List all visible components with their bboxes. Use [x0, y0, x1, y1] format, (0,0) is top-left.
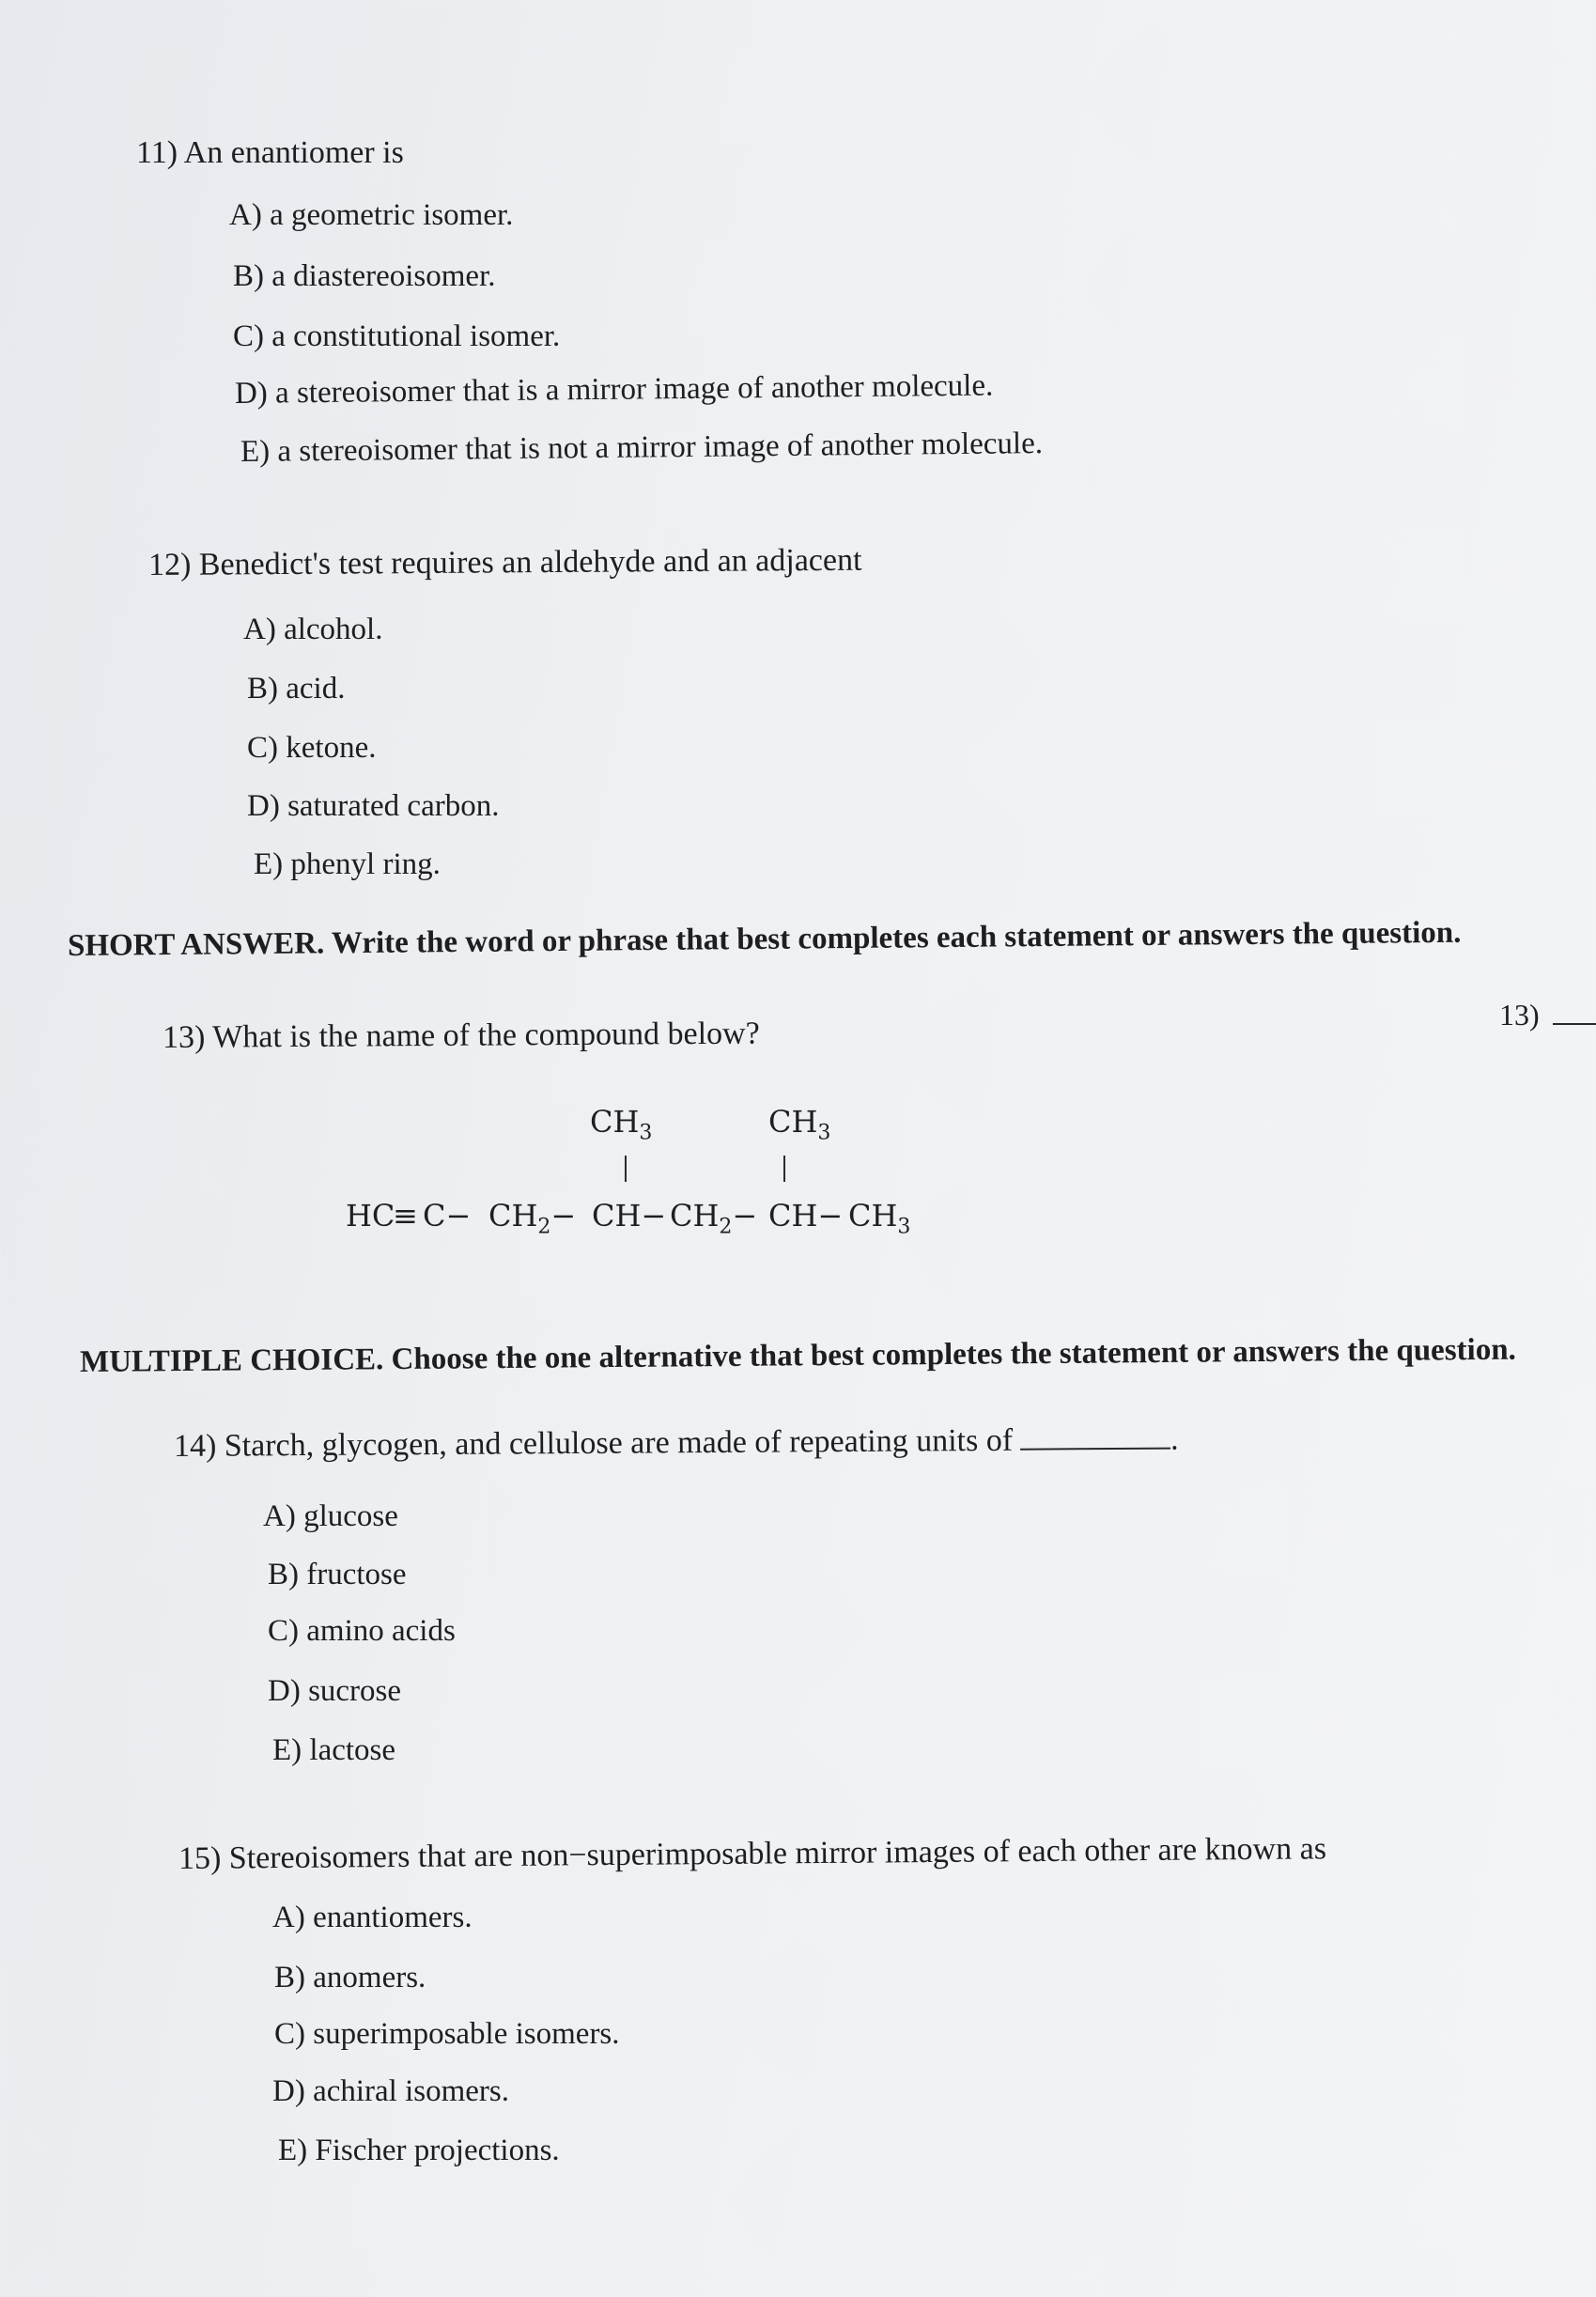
compound-structure [346, 1104, 947, 1254]
short-answer-heading: SHORT ANSWER. Write the word or phrase that best completes each statement or answers the question. [67, 915, 1462, 963]
chain-ch-2: CH− [768, 1198, 844, 1234]
chain-hc: HC [346, 1198, 395, 1234]
q14-option-c: C) amino acids [268, 1614, 456, 1648]
q11-option-e: E) a stereoisomer that is not a mirror image of another molecule. [240, 427, 1044, 469]
q12-option-d: D) saturated carbon. [247, 789, 500, 823]
chain-ch2-1: $CH_2-$ [488, 1198, 577, 1239]
q11-option-c: C) a constitutional isomer. [233, 319, 561, 353]
q14-blank [1020, 1448, 1170, 1451]
ch3-substituent-2: $CH_3$ [768, 1104, 831, 1145]
question-12 [147, 542, 862, 582]
chain-c: C− [423, 1198, 472, 1234]
q15-option-b: B) anomers. [274, 1961, 426, 1994]
q14-option-b: B) fructose [268, 1558, 407, 1591]
question-11-stem: 11) An enantiomer is [136, 135, 404, 170]
chain-triple-bond: ≡ [393, 1198, 418, 1234]
ch3-substituent-1: $CH_3$ [590, 1104, 653, 1145]
q15-option-a: A) enantiomers. [272, 1901, 473, 1934]
question-14 [173, 1421, 1179, 1464]
q14-end: . [1170, 1421, 1179, 1457]
q12-option-e: E) phenyl ring. [254, 847, 441, 881]
question-15-stem: 15) Stereoisomers that are non−superimposable mirror images of each other are known as [178, 1831, 1327, 1876]
q12-option-c: C) ketone. [247, 731, 377, 765]
question-13-stem: 13) What is the name of the compound below? [162, 1016, 760, 1055]
q15-option-e: E) Fischer projections. [278, 2134, 560, 2167]
bond-vertical-2 [783, 1156, 785, 1182]
q11-option-a: A) a geometric isomer. [229, 198, 514, 232]
q13-answer-label: 13) [1499, 998, 1540, 1032]
q14-option-a: A) glucose [263, 1499, 398, 1533]
question-12-stem: 12) Benedict's test requires an aldehyde and an adjacent [147, 542, 862, 582]
q12-option-a: A) alcohol. [243, 613, 383, 646]
q11-option-b: B) a diastereoisomer. [233, 259, 496, 293]
bond-vertical-1 [625, 1156, 627, 1182]
question-13 [163, 1018, 760, 1054]
multiple-choice-heading: MULTIPLE CHOICE. Choose the one alternative that best completes the statement or answers the question. [79, 1332, 1517, 1379]
q12-option-b: B) acid. [247, 672, 346, 706]
question-14-stem: 14) Starch, glycogen, and cellulose are made of repeating units of [173, 1422, 1014, 1464]
q15-option-d: D) achiral isomers. [272, 2074, 509, 2108]
q14-option-d: D) sucrose [268, 1674, 402, 1708]
question-11 [136, 137, 404, 169]
q13-answer-line[interactable] [1553, 1023, 1596, 1025]
question-15 [178, 1833, 1326, 1875]
chain-ch3-end: $CH_3$ [848, 1198, 911, 1239]
chain-ch-1: CH− [592, 1198, 667, 1234]
chain-ch2-2: $CH_2-$ [670, 1198, 758, 1239]
q14-option-e: E) lactose [272, 1733, 396, 1767]
q13-answer-slot [1499, 998, 1596, 1032]
q15-option-c: C) superimposable isomers. [274, 2017, 620, 2051]
q11-option-d: D) a stereoisomer that is a mirror image of another molecule. [234, 368, 994, 411]
